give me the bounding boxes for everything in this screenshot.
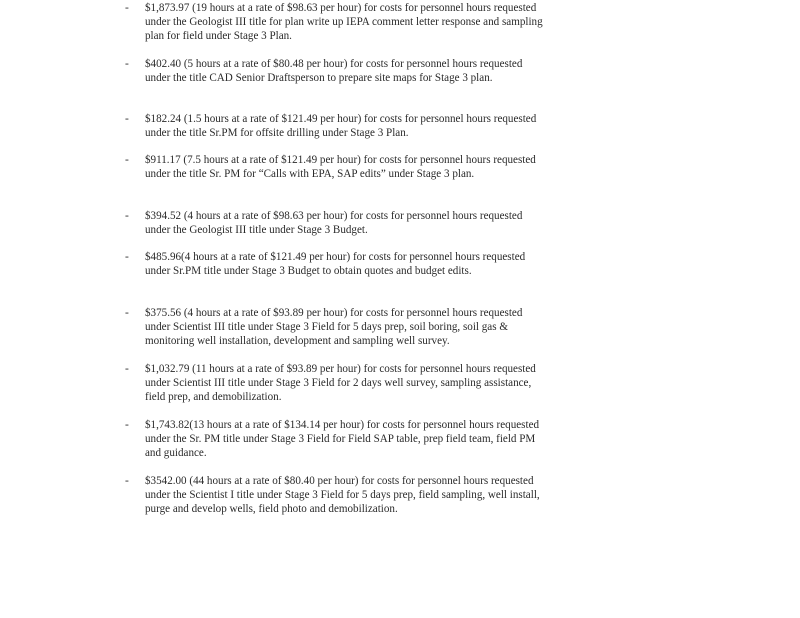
bullet-dash: - xyxy=(125,113,129,125)
bullet-dash: - xyxy=(125,210,129,222)
bullet-dash: - xyxy=(125,307,129,319)
list-item-text: $1,743.82(13 hours at a rate of $134.14 per hour) for costs for personnel hours requested under the Sr. PM title under Stage 3 Field for Field SAP table, prep field team, field PM and guidance. xyxy=(145,419,540,459)
list-item-text: $375.56 (4 hours at a rate of $93.89 per hour) for costs for personnel hours requested under Scientist III title under Stage 3 Field for 5 days prep, soil boring, soil gas & monitoring well installation, development and sampling well survey. xyxy=(145,307,523,347)
list-item-text: $1,032.79 (11 hours at a rate of $93.89 per hour) for costs for personnel hours requested under Scientist III title under Stage 3 Field for 2 days well survey, sampling assistance, field prep, and demobilization. xyxy=(145,363,536,403)
list-item-text: $402.40 (5 hours at a rate of $80.48 per hour) for costs for personnel hours requested under the title CAD Senior Draftsperson to prepare site maps for Stage 3 plan. xyxy=(145,58,523,84)
list-item-text: $1,873.97 (19 hours at a rate of $98.63 per hour) for costs for personnel hours requested under the Geologist III title for plan write up IEPA comment letter response and sampling plan for field under Stage 3 Plan. xyxy=(145,2,543,42)
list-item-text: $3542.00 (44 hours at a rate of $80.40 per hour) for costs for personnel hours requested under the Scientist I title under Stage 3 Field for 5 days prep, field sampling, well install, purge and develop wells, field photo and demobilization. xyxy=(145,475,540,515)
list-item-text: $394.52 (4 hours at a rate of $98.63 per hour) for costs for personnel hours requested under the Geologist III title under Stage 3 Budget. xyxy=(145,210,523,236)
bullet-dash: - xyxy=(125,58,129,70)
bullet-dash: - xyxy=(125,2,129,14)
bullet-dash: - xyxy=(125,154,129,166)
bullet-dash: - xyxy=(125,419,129,431)
list-item-text: $485.96(4 hours at a rate of $121.49 per hour) for costs for personnel hours requested under Sr.PM title under Stage 3 Budget to obtain quotes and budget edits. xyxy=(145,251,526,277)
bullet-dash: - xyxy=(125,475,129,487)
list-item-text: $911.17 (7.5 hours at a rate of $121.49 per hour) for costs for personnel hours requested under the title Sr. PM for “Calls with EPA, SAP edits” under Stage 3 plan. xyxy=(145,154,536,180)
bullet-dash: - xyxy=(125,363,129,375)
list-item-text: $182.24 (1.5 hours at a rate of $121.49 per hour) for costs for personnel hours requested under the title Sr.PM for offsite drilling under Stage 3 Plan. xyxy=(145,113,537,139)
bullet-dash: - xyxy=(125,251,129,263)
